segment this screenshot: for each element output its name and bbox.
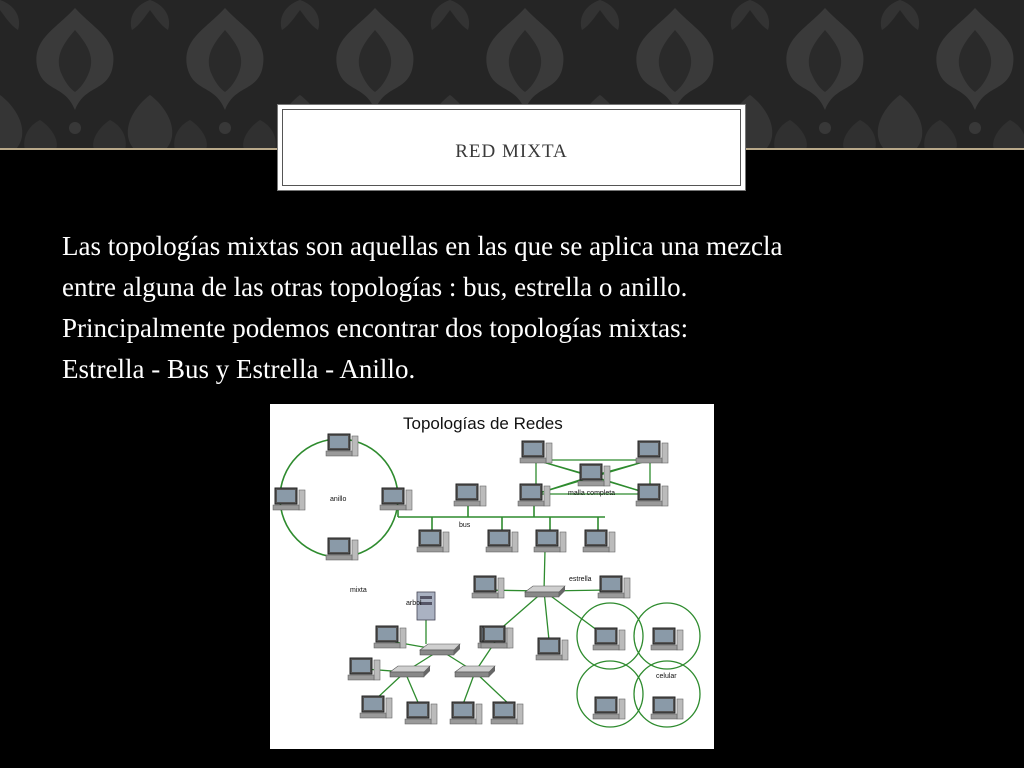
label-estrella: estrella [569, 576, 592, 583]
cell-pc-4 [651, 697, 683, 719]
body-line-1: Las topologías mixtas son aquellas en las que se aplica una mezcla [62, 231, 783, 261]
tree-pc-7 [481, 626, 513, 648]
label-arbol: arbol [406, 600, 422, 607]
tree-pc-5 [450, 702, 482, 724]
ring-pc-right [380, 488, 412, 510]
slide-body [62, 226, 982, 390]
title-box [277, 104, 746, 191]
mesh-pc-2 [636, 441, 668, 463]
bus-pc-5 [534, 530, 566, 552]
cell-pc-2 [651, 628, 683, 650]
tree-pc-1 [374, 626, 406, 648]
body-line-3: Principalmente podemos encontrar dos topologías mixtas: [62, 313, 689, 343]
mesh-pc-4 [636, 484, 668, 506]
tree-pc-4 [405, 702, 437, 724]
label-mixta: mixta [350, 587, 367, 594]
star-pc-1 [472, 576, 504, 598]
bus-pc-6 [583, 530, 615, 552]
topology-diagram [270, 404, 714, 749]
body-line-2: entre alguna de las otras topologías : bus, estrella o anillo. [62, 272, 688, 302]
tree-pc-3 [360, 696, 392, 718]
body-line-4: Estrella - Bus y Estrella - Anillo. [62, 354, 416, 384]
bus-pc-2 [518, 484, 550, 506]
cell-pc-1 [593, 628, 625, 650]
tree-pc-2 [348, 658, 380, 680]
figure-title: Topologías de Redes [403, 414, 563, 433]
tree-hub-top-icon [420, 644, 460, 655]
tree-pc-6 [491, 702, 523, 724]
label-malla: malla completa [568, 490, 616, 497]
label-celular: celular [656, 673, 677, 680]
star-pc-4 [536, 638, 568, 660]
label-anillo: anillo [330, 496, 347, 503]
tree-hub-right-icon [455, 666, 495, 677]
topology-figure [270, 404, 714, 749]
mesh-pc-3 [578, 464, 610, 486]
ring-pc-top [326, 434, 358, 456]
ring-pc-left [273, 488, 305, 510]
bus-pc-3 [417, 530, 449, 552]
bus-pc-1 [454, 484, 486, 506]
star-hub-icon [525, 586, 565, 597]
star-pc-2 [598, 576, 630, 598]
bus-pc-4 [486, 530, 518, 552]
ring-pc-bottom [326, 538, 358, 560]
mesh-pc-1 [520, 441, 552, 463]
cell-pc-3 [593, 697, 625, 719]
tree-hub-left-icon [390, 666, 430, 677]
label-bus: bus [459, 522, 471, 529]
slide-title: RED MIXTA [455, 141, 568, 162]
